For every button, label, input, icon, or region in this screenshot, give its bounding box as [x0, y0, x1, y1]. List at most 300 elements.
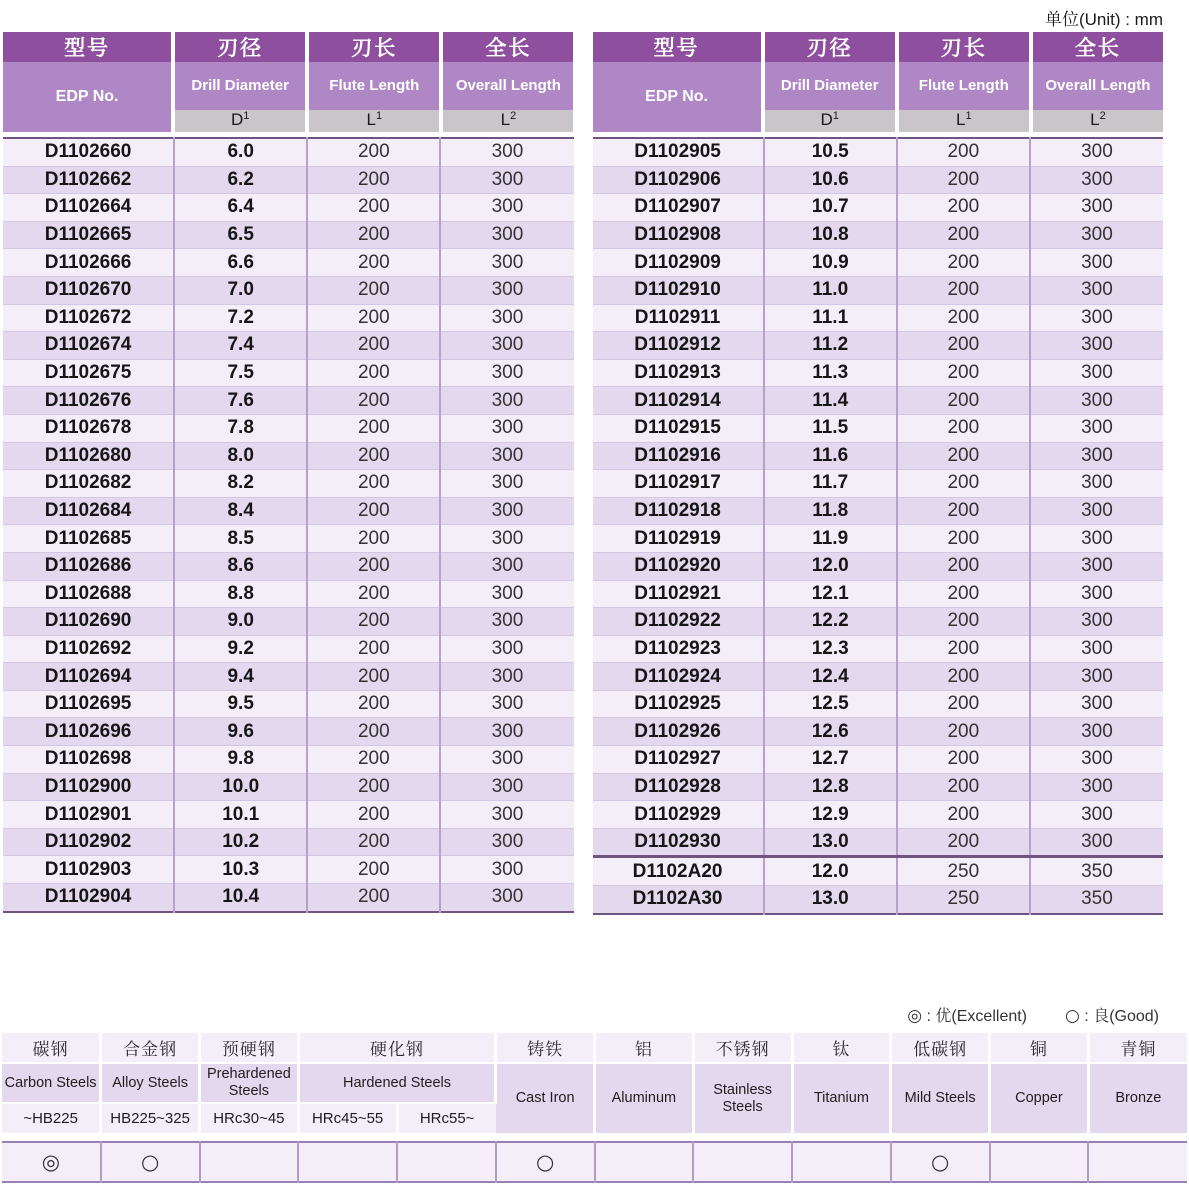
material-en-copper: Copper [990, 1063, 1089, 1133]
diameter-cell: 11.2 [764, 332, 897, 360]
overall-length-cell: 300 [440, 525, 573, 553]
edp-cell: D1102696 [3, 718, 174, 746]
edp-cell: D1102698 [3, 746, 174, 774]
flute-length-cell: 200 [897, 470, 1030, 498]
diameter-cell: 11.4 [764, 387, 897, 415]
hardness-prehardened: HRc30~45 [200, 1103, 299, 1133]
material-cn-bronze: 青铜 [1088, 1033, 1187, 1063]
edp-cell: D1102660 [3, 138, 174, 166]
flute-length-cell: 200 [307, 276, 440, 304]
flute-length-cell: 250 [897, 886, 1030, 914]
diameter-cell: 12.7 [764, 746, 897, 774]
flute-length-cell: 200 [897, 663, 1030, 691]
overall-length-cell: 300 [1030, 552, 1163, 580]
overall-length-cell: 300 [1030, 387, 1163, 415]
flute-length-cell: 200 [897, 773, 1030, 801]
column-subheader-l1: L $^1$ [899, 110, 1029, 132]
rating-cell: ◎ [2, 1142, 101, 1182]
diameter-cell: 10.0 [174, 773, 307, 801]
diameter-cell: 11.3 [764, 359, 897, 387]
flute-length-cell: 200 [307, 690, 440, 718]
table-row [3, 608, 574, 636]
spec-table-right-body [593, 137, 1164, 915]
edp-cell: D1102685 [3, 525, 174, 553]
edp-cell: D1102676 [3, 387, 174, 415]
edp-cell: D1102666 [3, 249, 174, 277]
edp-cell: D1102680 [3, 442, 174, 470]
table-row [3, 552, 574, 580]
diameter-cell: 11.9 [764, 525, 897, 553]
edp-cell: D1102913 [593, 359, 764, 387]
column-header-flute-cn: 刃长 [899, 32, 1029, 62]
overall-length-cell: 300 [1030, 166, 1163, 194]
flute-length-cell: 200 [307, 387, 440, 415]
material-cn-stainless: 不锈钢 [693, 1033, 792, 1063]
rating-cell [397, 1142, 496, 1182]
diameter-cell: 7.4 [174, 332, 307, 360]
flute-length-cell: 200 [897, 690, 1030, 718]
column-header-model-cn: 型号 [3, 32, 171, 62]
rating-cell: ○ [891, 1142, 990, 1182]
overall-length-cell: 300 [1030, 828, 1163, 857]
flute-length-cell: 200 [307, 801, 440, 829]
edp-cell: D1102916 [593, 442, 764, 470]
overall-length-cell: 300 [440, 856, 573, 884]
table-row [3, 663, 574, 691]
materials-cn-row [2, 1033, 1187, 1063]
flute-length-cell: 200 [897, 828, 1030, 857]
rating-cell: ○ [101, 1142, 200, 1182]
table-row [3, 525, 574, 553]
edp-cell: D1102695 [3, 690, 174, 718]
flute-length-cell: 200 [307, 828, 440, 856]
flute-length-cell: 200 [307, 166, 440, 194]
table-row [3, 194, 574, 222]
edp-cell: D1102665 [3, 221, 174, 249]
diameter-cell: 9.0 [174, 608, 307, 636]
diameter-cell: 7.0 [174, 276, 307, 304]
overall-length-cell: 300 [1030, 773, 1163, 801]
diameter-cell: 8.6 [174, 552, 307, 580]
flute-length-cell: 200 [897, 249, 1030, 277]
excellent-symbol: ◎ [907, 1006, 923, 1026]
edp-cell: D1102675 [3, 359, 174, 387]
edp-cell: D1102903 [3, 856, 174, 884]
edp-cell: D1102910 [593, 276, 764, 304]
flute-length-cell: 200 [897, 166, 1030, 194]
table-row [3, 332, 574, 360]
material-cn-prehardened: 预硬钢 [200, 1033, 299, 1063]
table-row [593, 608, 1164, 636]
rating-cell [792, 1142, 891, 1182]
flute-length-cell: 200 [897, 635, 1030, 663]
diameter-cell: 7.6 [174, 387, 307, 415]
material-en-carbon: Carbon Steels [2, 1063, 101, 1103]
diameter-cell: 11.6 [764, 442, 897, 470]
flute-length-cell: 200 [307, 773, 440, 801]
hardness-hardened-1: HRc45~55 [298, 1103, 397, 1133]
table-row [593, 663, 1164, 691]
material-en-alloy: Alloy Steels [101, 1063, 200, 1103]
edp-cell: D1102922 [593, 608, 764, 636]
overall-length-cell: 300 [1030, 801, 1163, 829]
edp-cell: D1102917 [593, 470, 764, 498]
overall-length-cell: 300 [1030, 746, 1163, 774]
table-row [593, 718, 1164, 746]
column-header-overall-cn: 全长 [1033, 32, 1163, 62]
flute-length-cell: 200 [897, 608, 1030, 636]
table-row [593, 138, 1164, 166]
flute-length-cell: 200 [897, 387, 1030, 415]
material-en-mild: Mild Steels [891, 1063, 990, 1133]
legend-good: ○ : 良(Good) [1065, 1006, 1159, 1026]
table-row [3, 387, 574, 415]
edp-cell: D1102914 [593, 387, 764, 415]
edp-cell: D1102930 [593, 828, 764, 857]
overall-length-cell: 300 [440, 773, 573, 801]
overall-length-cell: 300 [1030, 690, 1163, 718]
table-row [593, 332, 1164, 360]
overall-length-cell: 300 [440, 359, 573, 387]
column-header-overall-cn: 全长 [443, 32, 573, 62]
table-row [593, 497, 1164, 525]
column-header-overall-en: Overall Length [443, 62, 573, 110]
table-row [3, 856, 574, 884]
flute-length-cell: 200 [897, 746, 1030, 774]
overall-length-cell: 300 [440, 801, 573, 829]
diameter-cell: 10.7 [764, 194, 897, 222]
overall-length-cell: 300 [440, 718, 573, 746]
overall-length-cell: 300 [440, 304, 573, 332]
overall-length-cell: 300 [1030, 194, 1163, 222]
overall-length-cell: 300 [440, 138, 573, 166]
edp-cell: D1102925 [593, 690, 764, 718]
edp-cell: D1102911 [593, 304, 764, 332]
overall-length-cell: 300 [440, 608, 573, 636]
edp-cell: D1102664 [3, 194, 174, 222]
table-row [593, 387, 1164, 415]
edp-cell: D1102672 [3, 304, 174, 332]
edp-cell: D1102A30 [593, 886, 764, 914]
table-row [593, 249, 1164, 277]
overall-length-cell: 300 [1030, 663, 1163, 691]
diameter-cell: 6.4 [174, 194, 307, 222]
hardness-alloy: HB225~325 [101, 1103, 200, 1133]
table-row [3, 773, 574, 801]
table-row [3, 718, 574, 746]
diameter-cell: 12.6 [764, 718, 897, 746]
flute-length-cell: 200 [897, 276, 1030, 304]
material-cn-aluminum: 铝 [595, 1033, 694, 1063]
table-row [3, 497, 574, 525]
edp-cell: D1102915 [593, 414, 764, 442]
overall-length-cell: 300 [440, 387, 573, 415]
overall-length-cell: 300 [1030, 718, 1163, 746]
diameter-cell: 10.9 [764, 249, 897, 277]
column-header-flute-en: Flute Length [899, 62, 1029, 110]
overall-length-cell: 300 [440, 332, 573, 360]
overall-length-cell: 300 [1030, 249, 1163, 277]
column-subheader-d1: D $^1$ [175, 110, 305, 132]
edp-cell: D1102684 [3, 497, 174, 525]
material-en-hardened: Hardened Steels [298, 1063, 496, 1103]
diameter-cell: 12.3 [764, 635, 897, 663]
edp-cell: D1102919 [593, 525, 764, 553]
flute-length-cell: 200 [307, 884, 440, 912]
rating-cell [693, 1142, 792, 1182]
column-subheader-l2: L $^2$ [1033, 110, 1163, 132]
edp-cell: D1102692 [3, 635, 174, 663]
flute-length-cell: 200 [897, 442, 1030, 470]
table-row [3, 166, 574, 194]
table-row [3, 690, 574, 718]
diameter-cell: 6.0 [174, 138, 307, 166]
diameter-cell: 10.2 [174, 828, 307, 856]
flute-length-cell: 200 [307, 194, 440, 222]
rating-cell [298, 1142, 397, 1182]
edp-cell: D1102690 [3, 608, 174, 636]
edp-cell: D1102905 [593, 138, 764, 166]
edp-cell: D1102678 [3, 414, 174, 442]
overall-length-cell: 300 [440, 580, 573, 608]
overall-length-cell: 300 [440, 221, 573, 249]
table-row [593, 857, 1164, 886]
table-row [3, 828, 574, 856]
column-header-model-cn: 型号 [593, 32, 761, 62]
rating-cell: ○ [496, 1142, 595, 1182]
diameter-cell: 7.2 [174, 304, 307, 332]
table-row [3, 470, 574, 498]
column-header-overall-en: Overall Length [1033, 62, 1163, 110]
flute-length-cell: 200 [307, 525, 440, 553]
diameter-cell: 10.1 [174, 801, 307, 829]
overall-length-cell: 300 [440, 414, 573, 442]
column-subheader-d1: D $^1$ [765, 110, 895, 132]
material-cn-cast-iron: 铸铁 [496, 1033, 595, 1063]
materials-en-row [2, 1063, 1187, 1103]
overall-length-cell: 300 [1030, 221, 1163, 249]
table-row [593, 580, 1164, 608]
overall-length-cell: 300 [440, 249, 573, 277]
overall-length-cell: 300 [1030, 580, 1163, 608]
diameter-cell: 6.6 [174, 249, 307, 277]
table-row [3, 138, 574, 166]
flute-length-cell: 200 [307, 580, 440, 608]
diameter-cell: 10.4 [174, 884, 307, 912]
material-en-prehardened: Prehardened Steels [200, 1063, 299, 1103]
overall-length-cell: 300 [1030, 497, 1163, 525]
edp-cell: D1102912 [593, 332, 764, 360]
table-header-right [593, 32, 1164, 132]
diameter-cell: 12.8 [764, 773, 897, 801]
overall-length-cell: 300 [440, 442, 573, 470]
flute-length-cell: 200 [897, 138, 1030, 166]
edp-cell: D1102926 [593, 718, 764, 746]
material-en-cast-iron: Cast Iron [496, 1063, 595, 1133]
overall-length-cell: 300 [1030, 525, 1163, 553]
diameter-cell: 11.5 [764, 414, 897, 442]
diameter-cell: 10.5 [764, 138, 897, 166]
table-header-left [3, 32, 574, 132]
edp-cell: D1102909 [593, 249, 764, 277]
edp-cell: D1102923 [593, 635, 764, 663]
edp-cell: D1102920 [593, 552, 764, 580]
diameter-cell: 8.5 [174, 525, 307, 553]
flute-length-cell: 200 [307, 718, 440, 746]
flute-length-cell: 200 [307, 414, 440, 442]
table-row [593, 635, 1164, 663]
edp-cell: D1102A20 [593, 857, 764, 886]
diameter-cell: 13.0 [764, 828, 897, 857]
edp-cell: D1102694 [3, 663, 174, 691]
diameter-cell: 6.5 [174, 221, 307, 249]
material-cn-alloy: 合金钢 [101, 1033, 200, 1063]
edp-cell: D1102662 [3, 166, 174, 194]
flute-length-cell: 200 [897, 359, 1030, 387]
material-cn-carbon: 碳钢 [2, 1033, 101, 1063]
diameter-cell: 10.6 [764, 166, 897, 194]
flute-length-cell: 200 [897, 525, 1030, 553]
diameter-cell: 9.2 [174, 635, 307, 663]
overall-length-cell: 300 [440, 828, 573, 856]
edp-cell: D1102928 [593, 773, 764, 801]
good-symbol: ○ [1065, 1006, 1080, 1026]
edp-cell: D1102918 [593, 497, 764, 525]
overall-length-cell: 300 [1030, 442, 1163, 470]
edp-cell: D1102688 [3, 580, 174, 608]
table-row [593, 690, 1164, 718]
overall-length-cell: 300 [1030, 470, 1163, 498]
flute-length-cell: 200 [307, 608, 440, 636]
table-row [593, 470, 1164, 498]
diameter-cell: 12.2 [764, 608, 897, 636]
edp-cell: D1102924 [593, 663, 764, 691]
overall-length-cell: 300 [1030, 304, 1163, 332]
overall-length-cell: 300 [440, 276, 573, 304]
table-row [593, 552, 1164, 580]
flute-length-cell: 200 [897, 414, 1030, 442]
flute-length-cell: 200 [897, 801, 1030, 829]
material-cn-titanium: 钛 [792, 1033, 891, 1063]
overall-length-cell: 300 [440, 884, 573, 912]
diameter-cell: 8.4 [174, 497, 307, 525]
column-header-diameter-en: Drill Diameter [175, 62, 305, 110]
flute-length-cell: 200 [897, 718, 1030, 746]
flute-length-cell: 200 [307, 856, 440, 884]
overall-length-cell: 300 [440, 690, 573, 718]
edp-cell: D1102907 [593, 194, 764, 222]
diameter-cell: 9.8 [174, 746, 307, 774]
table-row [593, 746, 1164, 774]
hardness-carbon: ~HB225 [2, 1103, 101, 1133]
material-cn-mild: 低碳钢 [891, 1033, 990, 1063]
table-row [593, 773, 1164, 801]
flute-length-cell: 200 [897, 221, 1030, 249]
table-row [3, 442, 574, 470]
table-row [3, 580, 574, 608]
column-header-diameter-en: Drill Diameter [765, 62, 895, 110]
diameter-cell: 12.9 [764, 801, 897, 829]
diameter-cell: 11.1 [764, 304, 897, 332]
diameter-cell: 11.0 [764, 276, 897, 304]
overall-length-cell: 300 [440, 663, 573, 691]
rating-cell [990, 1142, 1089, 1182]
flute-length-cell: 200 [307, 635, 440, 663]
overall-length-cell: 300 [1030, 359, 1163, 387]
overall-length-cell: 300 [440, 166, 573, 194]
diameter-cell: 8.0 [174, 442, 307, 470]
edp-cell: D1102921 [593, 580, 764, 608]
diameter-cell: 13.0 [764, 886, 897, 914]
table-row [3, 249, 574, 277]
flute-length-cell: 200 [307, 746, 440, 774]
column-header-flute-cn: 刃长 [309, 32, 439, 62]
column-subheader-l1: L $^1$ [309, 110, 439, 132]
material-en-bronze: Bronze [1088, 1063, 1187, 1133]
diameter-cell: 11.8 [764, 497, 897, 525]
rating-cell [595, 1142, 694, 1182]
flute-length-cell: 200 [307, 552, 440, 580]
rating-cell [200, 1142, 299, 1182]
flute-length-cell: 200 [307, 359, 440, 387]
diameter-cell: 9.5 [174, 690, 307, 718]
overall-length-cell: 300 [440, 470, 573, 498]
flute-length-cell: 250 [897, 857, 1030, 886]
edp-cell: D1102908 [593, 221, 764, 249]
table-row [3, 359, 574, 387]
column-header-diameter-cn: 刃径 [765, 32, 895, 62]
diameter-cell: 12.1 [764, 580, 897, 608]
rating-legend [907, 1003, 1159, 1026]
materials-table [2, 1033, 1187, 1133]
rating-cell [1088, 1142, 1187, 1182]
column-header-flute-en: Flute Length [309, 62, 439, 110]
table-row [593, 886, 1164, 914]
table-row [593, 442, 1164, 470]
column-subheader-l2: L $^2$ [443, 110, 573, 132]
legend-excellent: ◎ : 优(Excellent) [907, 1006, 1028, 1026]
table-row [3, 304, 574, 332]
material-en-aluminum: Aluminum [595, 1063, 694, 1133]
diameter-cell: 10.3 [174, 856, 307, 884]
material-cn-hardened: 硬化钢 [298, 1033, 496, 1063]
flute-length-cell: 200 [897, 580, 1030, 608]
table-row [593, 828, 1164, 857]
overall-length-cell: 350 [1030, 857, 1163, 886]
flute-length-cell: 200 [307, 663, 440, 691]
diameter-cell: 12.4 [764, 663, 897, 691]
edp-cell: D1102902 [3, 828, 174, 856]
overall-length-cell: 300 [1030, 276, 1163, 304]
table-row [593, 304, 1164, 332]
flute-length-cell: 200 [307, 304, 440, 332]
spec-table-left [3, 32, 574, 915]
column-header-edp: EDP No. [3, 62, 171, 132]
table-row [593, 276, 1164, 304]
table-row [593, 194, 1164, 222]
flute-length-cell: 200 [897, 304, 1030, 332]
table-row [3, 414, 574, 442]
diameter-cell: 9.6 [174, 718, 307, 746]
table-row [3, 221, 574, 249]
flute-length-cell: 200 [897, 552, 1030, 580]
overall-length-cell: 300 [440, 194, 573, 222]
edp-cell: D1102682 [3, 470, 174, 498]
overall-length-cell: 300 [440, 635, 573, 663]
flute-length-cell: 200 [307, 497, 440, 525]
spec-table-right [593, 32, 1164, 915]
overall-length-cell: 300 [1030, 332, 1163, 360]
